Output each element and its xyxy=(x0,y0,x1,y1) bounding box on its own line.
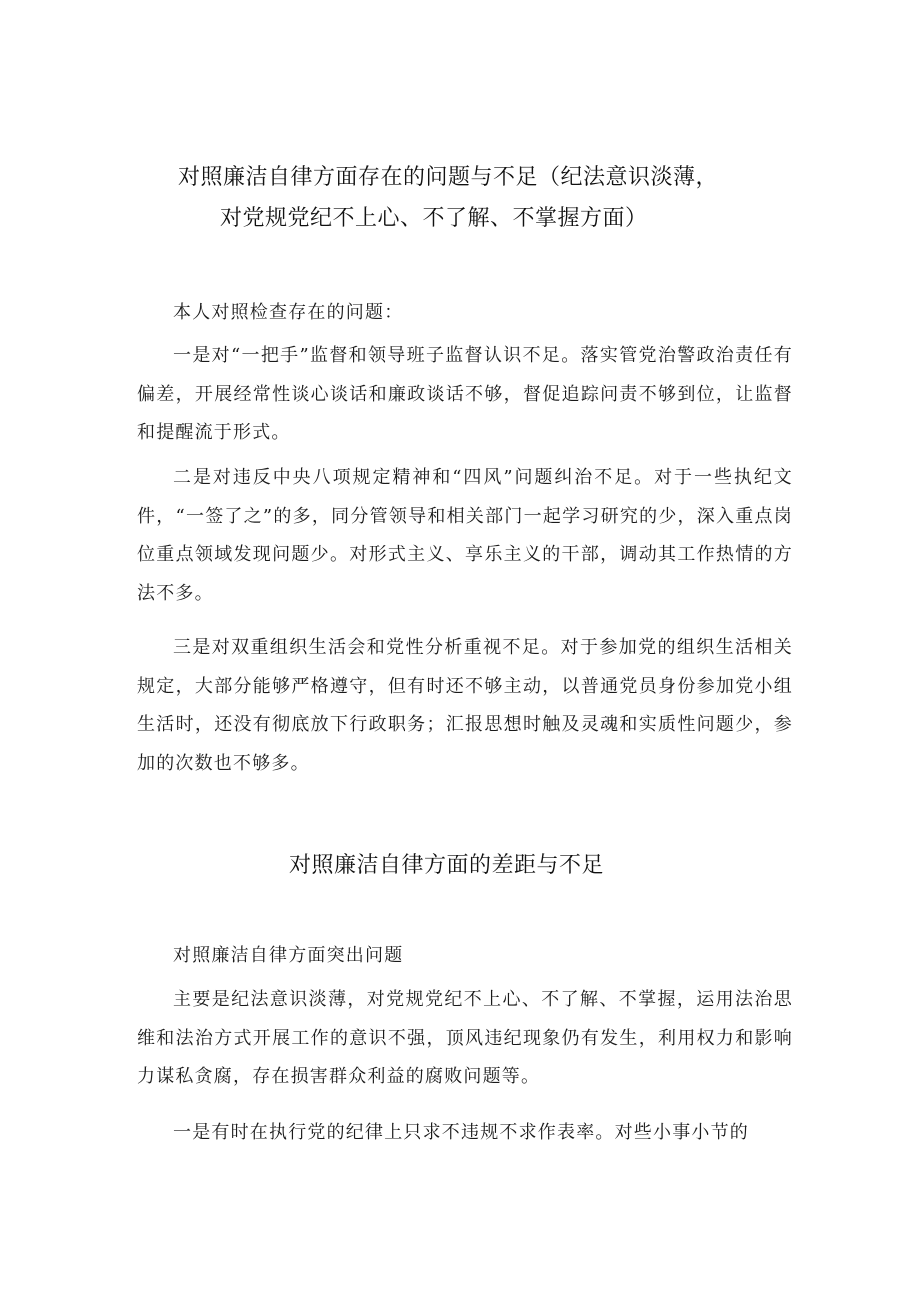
document-title-line-2: 对党规党纪不上心、不了解、不掌握方面） xyxy=(220,206,648,231)
section2-paragraph-1: 主要是纪法意识淡薄，对党规党纪不上心、不了解、不掌握，运用法治思维和法治方式开展工作的意识不强，顶风违纪现象仍有发生，利用权力和影响力谋私贪腐，存在损害群众利益的腐败问题等。 xyxy=(137,989,793,1087)
section2-paragraph-2: 一是有时在执行党的纪律上只求不违规不求作表率。对些小事小节的 xyxy=(173,1122,749,1143)
document-title-line-1: 对照廉洁自律方面存在的问题与不足（纪法意识淡薄， xyxy=(178,165,719,190)
section1-paragraph-2: 二是对违反中央八项规定精神和“四风”问题纠治不足。对于一些执纪文件，“一签了之”的多，同分管领导和相关部门一起学习研究的少，深入重点岗位重点领域发现问题少。对形式主义、享乐主义的干部，调动其工作热情的方法不多。 xyxy=(137,467,793,604)
section1-intro: 本人对照检查存在的问题： xyxy=(173,302,404,323)
section2-intro: 对照廉洁自律方面突出问题 xyxy=(173,945,404,966)
section2-title: 对照廉洁自律方面的差距与不足 xyxy=(289,853,605,878)
section1-paragraph-3: 三是对双重组织生活会和党性分析重视不足。对于参加党的组织生活相关规定，大部分能够严格遵守，但有时还不够主动，以普通党员身份参加党小组生活时，还没有彻底放下行政职务；汇报思想时触及灵魂和实质性问题少，参加的次数也不够多。 xyxy=(137,637,793,774)
section1-paragraph-1: 一是对“一把手”监督和领导班子监督认识不足。落实管党治警政治责任有偏差，开展经常性谈心谈话和廉政谈话不够，督促追踪问责不够到位，让监督和提醒流于形式。 xyxy=(137,345,793,443)
